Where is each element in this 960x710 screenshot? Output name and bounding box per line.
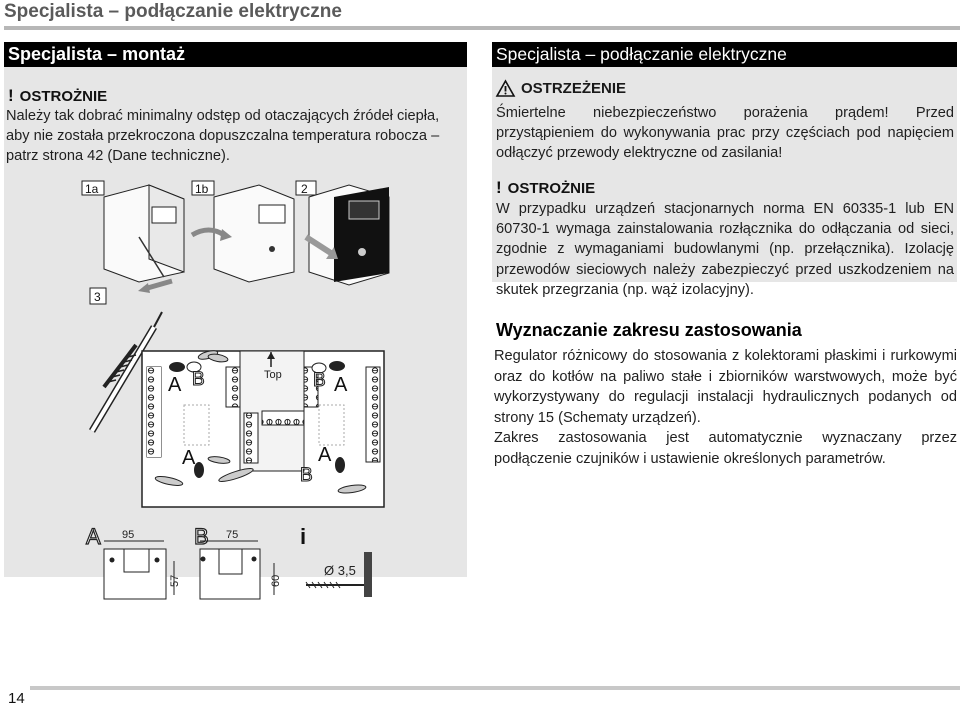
dim-a-height: 57 xyxy=(169,574,181,587)
mount-label-b-top-right: B xyxy=(313,370,326,391)
electrical-connection-section xyxy=(492,42,957,298)
mounting-caution-heading xyxy=(8,86,107,106)
caution-icon: ! xyxy=(8,86,14,105)
dim-a-letter: A xyxy=(86,524,101,549)
drill-info-panel xyxy=(300,524,372,597)
electrical-section-title: Specjalista – podłączanie elektryczne xyxy=(492,42,957,67)
page-header xyxy=(4,0,960,28)
mount-label-b-bottom: B xyxy=(300,465,313,486)
mount-label-a-bottom-right: A xyxy=(318,444,332,466)
mounting-caution-label: OSTROŻNIE xyxy=(19,88,108,105)
info-icon: i xyxy=(300,524,307,549)
dimension-panel-b xyxy=(194,524,282,599)
top-label: Top xyxy=(264,369,282,381)
caution-icon: ! xyxy=(496,178,502,197)
header-rule xyxy=(4,26,960,30)
mounting-caution-text: Należy tak dobrać minimalny odstęp od otaczających źródeł ciepła, aby nie została przekroczona dopuszczalna temperatura robocza – patrz strona 42 (Dane techniczne). xyxy=(6,108,440,165)
page-title: Specjalista – podłączanie elektryczne xyxy=(4,1,342,22)
dim-b-letter: B xyxy=(194,524,209,549)
electrical-caution-label: OSTROŻNIE xyxy=(507,180,596,197)
step-1b-illustration xyxy=(192,181,294,282)
scope-paragraph-2: Zakres zastosowania jest automatycznie wyznaczany przez podłączenie czujników i ustawienie określonych parametrów. xyxy=(494,430,957,467)
drill-diameter-label: Ø 3,5 xyxy=(324,563,356,578)
warning-triangle-icon xyxy=(496,80,515,97)
step-1a-illustration xyxy=(82,181,184,293)
dimension-panel-a xyxy=(86,524,181,599)
scope-paragraph-1: Regulator różnicowy do stosowania z kolektorami płaskimi i rurkowymi oraz do kotłów na paliwo stałe i zbiorników warstwowych, może być wykorzystywany do regulacji instalacji hydraulicznych podanych od strony 15 (Schematy urządzeń). xyxy=(494,348,957,426)
step-3-label: 3 xyxy=(94,290,101,304)
step-1b-label: 1b xyxy=(195,182,209,196)
step-2-label: 2 xyxy=(301,182,308,196)
warning-text: Śmiertelne niebezpieczeństwo porażenia prądem! Przed przystąpieniem do wykonywania prac przy częściach pod napięciem odłączyć przewody elektryczne od zasilania! xyxy=(496,105,954,162)
mounting-section-title: Specjalista – montaż xyxy=(4,42,467,67)
warning-label: OSTRZEŻENIE xyxy=(521,80,627,97)
electrical-caution-text: W przypadku urządzeń stacjonarnych norma EN 60335-1 lub EN 60730-1 wymaga zainstalowania rozłącznika do odłączania od sieci, zgodnie z wymaganiami budowlanymi (np. przełącznika). Izolację przewodów sieciowych należy zabezpieczyć przed uszkodzeniem na skutek przegrzania (np. wąż izolacyjny). xyxy=(496,201,954,298)
dim-b-width: 75 xyxy=(226,529,239,541)
electrical-caution-heading xyxy=(496,178,595,198)
page-number: 14 xyxy=(8,690,25,707)
scope-body xyxy=(494,346,957,469)
dim-a-width: 95 xyxy=(122,529,135,541)
base-plate-diagram xyxy=(142,349,384,507)
scope-heading: Wyznaczanie zakresu zastosowania xyxy=(496,320,802,340)
mounting-illustration xyxy=(4,177,467,587)
step-2-illustration xyxy=(296,181,389,285)
mounting-section xyxy=(4,42,467,587)
mount-label-b-top-left: B xyxy=(192,369,205,390)
footer-rule xyxy=(30,686,960,690)
mount-label-a-top-right: A xyxy=(334,374,348,396)
mount-label-a-bottom-left: A xyxy=(182,447,196,469)
mount-label-a-top-left: A xyxy=(168,374,182,396)
step-1a-label: 1a xyxy=(85,182,99,196)
warning-heading xyxy=(496,80,626,97)
dim-b-height: 60 xyxy=(270,574,282,587)
